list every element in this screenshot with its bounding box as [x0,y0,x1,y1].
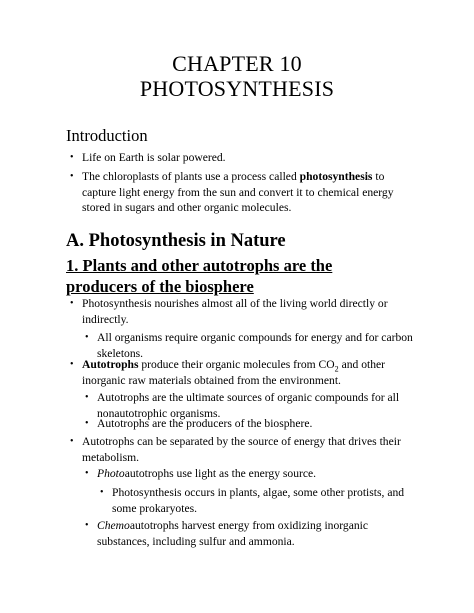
bullet-glyph: • [70,171,74,182]
autotrophs-term: Autotrophs [82,358,139,371]
subsection-1-heading: 1. Plants and other autotrophs are the producers of the biosphere [66,256,333,296]
chapter-title: PHOTOSYNTHESIS [139,76,335,101]
item-source-of-energy: Autotrophs can be separated by the source of energy that drives their metabolism. [82,435,401,464]
bullet-glyph: • [70,436,74,447]
list-item [85,466,420,482]
list-item [70,169,420,216]
bullet-glyph: • [85,520,89,531]
bullet-glyph: • [70,298,74,309]
bullet-glyph: • [70,359,74,370]
co2-subscript: 2 [334,364,339,374]
item-organic-compounds: All organisms require organic compounds for energy and for carbon skeletons. [97,331,413,360]
introduction-heading: Introduction [66,126,148,145]
list-item [70,357,420,388]
item-photosynthesis-nourishes: Photosynthesis nourishes almost all of the living world directly or indirectly. [82,297,388,326]
bullet-glyph: • [85,418,89,429]
intro-bullet-1-text: Life on Earth is solar powered. [82,151,226,164]
item-producers-of-biosphere: Autotrophs are the producers of the biosphere. [97,417,313,430]
item-photoautotrophs: autotrophs use light as the energy source. [124,467,317,480]
bullet-glyph: • [70,152,74,163]
chemo-prefix: Chemo [97,519,130,532]
chapter-number: CHAPTER 10 [172,51,302,76]
list-item [100,485,418,516]
intro-bullet-2-text-end: to capture light energy from the sun and convert it to chemical energy stored in sugars and other organic molecules. [82,170,394,215]
bullet-glyph: • [85,332,89,343]
list-item [70,150,422,166]
photo-prefix: Photo [97,467,125,480]
photosynthesis-term: photosynthesis [299,170,373,183]
item-autotrophs-produce-end: and other inorganic raw materials obtained from the environment. [82,358,386,387]
list-item [70,434,420,465]
item-ultimate-sources: Autotrophs are the ultimate sources of organic compounds for all nonautotrophic organisms. [97,391,400,420]
list-item [85,518,420,549]
item-autotrophs-produce: produce their organic molecules from CO [138,358,335,371]
section-a-heading: A. Photosynthesis in Nature [66,231,286,251]
list-item [85,416,420,432]
list-item [70,296,420,327]
bullet-glyph: • [85,392,89,403]
item-chemoautotrophs: autotrophs harvest energy from oxidizing inorganic substances, including sulfur and ammonia. [97,519,369,548]
item-photosynthesis-occurs: Photosynthesis occurs in plants, algae, some other protists, and some prokaryotes. [112,486,405,515]
bullet-glyph: • [85,468,89,479]
bullet-glyph: • [100,487,104,498]
intro-bullet-2-text-start: The chloroplasts of plants use a process called [82,170,300,183]
